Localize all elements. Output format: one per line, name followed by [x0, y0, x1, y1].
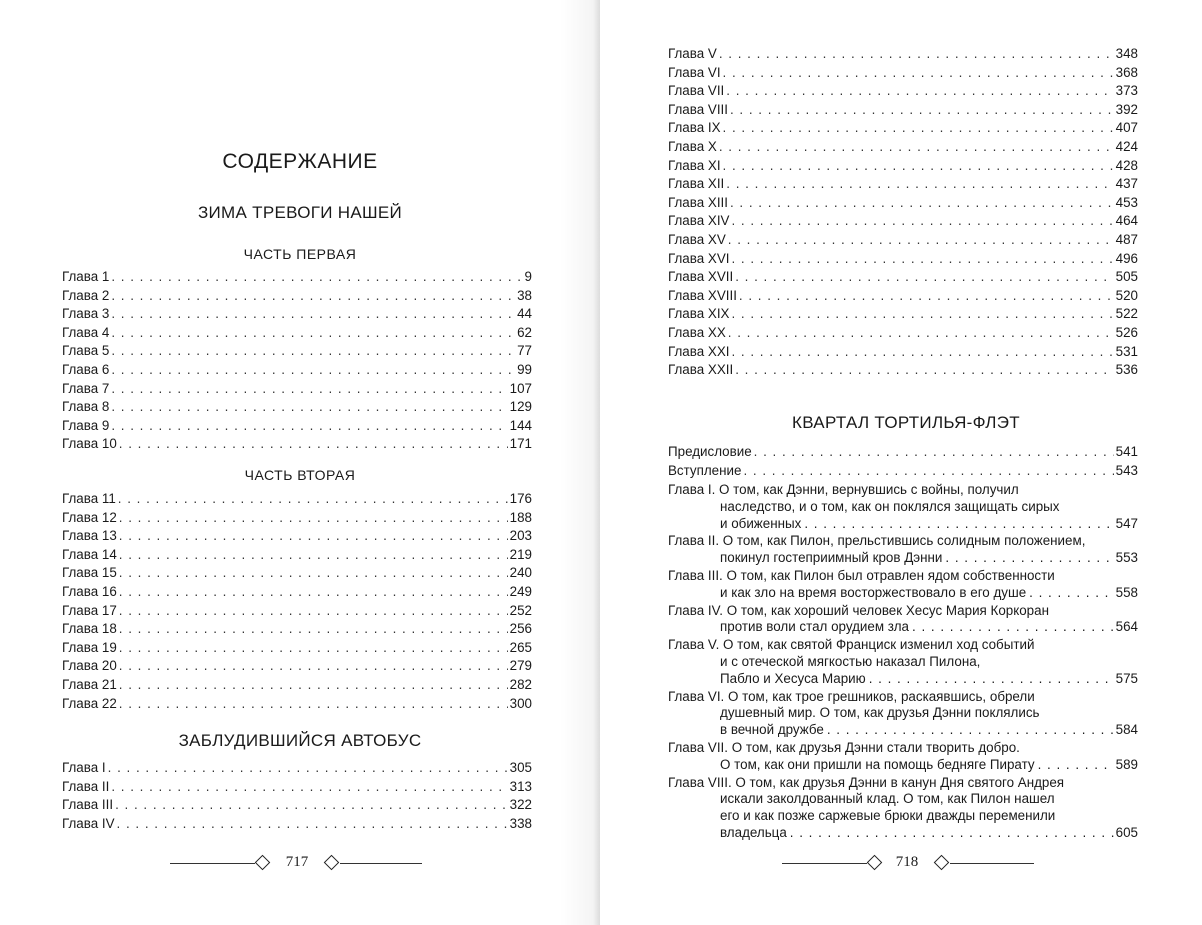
toc-entry-last-line — [668, 757, 1138, 774]
toc-entry-page: 392 — [1115, 101, 1138, 117]
toc-entry-label: Глава 4 — [62, 324, 110, 340]
toc-entry — [668, 305, 1138, 324]
dot-leader — [719, 138, 1114, 157]
folio-rule-left — [782, 863, 867, 864]
toc-entry-page: 368 — [1115, 64, 1138, 80]
toc-entry-label: Глава XI — [668, 157, 721, 173]
dot-leader — [111, 324, 515, 343]
avtobus-list-continued — [668, 45, 1138, 380]
toc-entry-label: Глава XX — [668, 324, 726, 340]
dot-leader — [108, 759, 508, 778]
dot-leader — [731, 343, 1113, 362]
tortilla-intro-list — [668, 443, 1138, 480]
page-number-ornament — [782, 850, 1042, 878]
toc-entry — [668, 775, 1138, 842]
toc-entry-page: 531 — [1115, 343, 1138, 359]
dot-leader — [119, 639, 508, 658]
dot-leader — [827, 722, 1114, 739]
toc-entry — [62, 287, 532, 306]
toc-entry-page: 219 — [509, 546, 532, 562]
dot-leader — [119, 509, 508, 528]
toc-entry-page: 129 — [509, 399, 532, 415]
toc-entry — [62, 602, 532, 621]
toc-entry-page: 564 — [1115, 619, 1138, 635]
toc-entry-page: 558 — [1115, 584, 1138, 600]
toc-entry-page: 543 — [1115, 462, 1138, 478]
toc-entry-last-line — [668, 671, 1138, 688]
toc-entry — [668, 343, 1138, 362]
dot-leader — [728, 324, 1114, 343]
toc-entry-label: Глава XXI — [668, 343, 730, 359]
part-one-list — [62, 268, 532, 454]
dot-leader — [945, 550, 1113, 567]
toc-entry-page: 526 — [1115, 324, 1138, 340]
toc-entry-page: 313 — [509, 778, 532, 794]
toc-entry-label: Предисловие — [668, 444, 752, 459]
toc-entry — [62, 759, 532, 778]
dot-leader — [119, 657, 508, 676]
toc-entry-page: 99 — [517, 361, 532, 377]
toc-entry-first-line: Глава I. О том, как Дэнни, вернувшись с войны, получил — [668, 482, 1019, 497]
toc-entry-page: 373 — [1115, 83, 1138, 99]
toc-entry-first-line: Глава VIII. О том, как друзья Дэнни в канун Дня святого Андрея — [668, 774, 1065, 790]
part-two-title: ЧАСТЬ ВТОРАЯ — [244, 467, 356, 483]
dot-leader — [115, 796, 508, 815]
toc-entry-page: 464 — [1115, 213, 1138, 229]
toc-entry — [668, 443, 1138, 462]
dot-leader — [728, 231, 1114, 250]
dot-leader — [731, 250, 1113, 269]
toc-entry-label: Глава XVI — [668, 250, 730, 266]
dot-leader — [730, 194, 1114, 213]
toc-entry-label: Глава XVII — [668, 269, 734, 285]
toc-entry-label: Глава 2 — [62, 287, 110, 303]
toc-entry — [668, 101, 1138, 120]
toc-entry — [62, 583, 532, 602]
dot-leader — [119, 546, 508, 565]
dot-leader — [111, 305, 515, 324]
toc-entry — [668, 482, 1138, 532]
toc-entry — [62, 620, 532, 639]
toc-entry-page: 252 — [509, 602, 532, 618]
toc-entry-label: Глава XII — [668, 176, 725, 192]
toc-entry — [62, 417, 532, 436]
dot-leader — [111, 417, 507, 436]
toc-entry-label: Пабло и Хесуса Марию — [720, 670, 866, 686]
toc-entry-page: 256 — [509, 621, 532, 637]
toc-entry — [62, 546, 532, 565]
toc-entry — [668, 250, 1138, 269]
toc-entry — [668, 603, 1138, 637]
toc-entry-page: 487 — [1115, 231, 1138, 247]
toc-entry-page: 584 — [1115, 722, 1138, 738]
dot-leader — [735, 268, 1113, 287]
dot-leader — [1038, 757, 1114, 774]
toc-entry — [668, 212, 1138, 231]
toc-entry-label: Глава VII — [668, 83, 725, 99]
dot-leader — [912, 619, 1114, 636]
toc-entry — [62, 564, 532, 583]
diamond-icon — [255, 855, 271, 871]
part-one-title: ЧАСТЬ ПЕРВАЯ — [243, 246, 357, 262]
toc-entry — [668, 82, 1138, 101]
toc-entry-page: 338 — [509, 815, 532, 831]
toc-entry-label: Глава 8 — [62, 399, 110, 415]
dot-leader — [723, 157, 1114, 176]
toc-entry — [62, 324, 532, 343]
dot-leader — [719, 45, 1114, 64]
toc-entry — [668, 361, 1138, 380]
toc-entry — [668, 45, 1138, 64]
toc-entry-page: 300 — [509, 695, 532, 711]
toc-entry-label: Глава 22 — [62, 695, 117, 711]
toc-entry-label: Глава 14 — [62, 546, 117, 562]
toc-entry — [668, 64, 1138, 83]
right-page — [600, 0, 1202, 925]
dot-leader — [731, 305, 1113, 324]
toc-entry-last-line — [668, 825, 1138, 842]
toc-entry — [668, 324, 1138, 343]
toc-entry-label: покинул гостеприимный кров Дэнни — [720, 550, 943, 566]
toc-entry-label: Глава 21 — [62, 676, 117, 692]
toc-entry-continuation-line: искали заколдованный клад. О том, как Пилон нашел — [720, 791, 1055, 807]
toc-entry-label: Глава 12 — [62, 509, 117, 525]
toc-entry — [62, 695, 532, 714]
dot-leader — [754, 443, 1114, 462]
toc-entry — [62, 342, 532, 361]
toc-entry-label: Глава VIII — [668, 101, 728, 117]
toc-entry — [62, 490, 532, 509]
dot-leader — [869, 671, 1114, 688]
toc-entry-label: Глава 3 — [62, 306, 110, 322]
toc-title: СОДЕРЖАНИЕ — [222, 150, 378, 173]
toc-entry-page: 77 — [517, 343, 532, 359]
toc-entry-page: 505 — [1115, 269, 1138, 285]
page-number: 718 — [895, 854, 919, 870]
toc-entry-page: 240 — [509, 565, 532, 581]
toc-entry — [62, 509, 532, 528]
toc-entry-continuation-line: наследство, и о том, как он поклялся защищать сирых — [720, 498, 1060, 514]
toc-entry-page: 144 — [509, 417, 532, 433]
toc-entry — [668, 175, 1138, 194]
toc-entry — [668, 138, 1138, 157]
toc-entry-label: Глава I — [62, 760, 106, 775]
toc-entry-page: 428 — [1115, 157, 1138, 173]
toc-entry-label: Глава 1 — [62, 269, 110, 284]
dot-leader — [119, 602, 508, 621]
page-number: 717 — [285, 854, 309, 870]
toc-entry-label: Глава V — [668, 46, 717, 61]
book-title-avtobus: ЗАБЛУДИВШИЙСЯ АВТОБУС — [178, 731, 422, 750]
toc-entry-first-line: Глава IV. О том, как хороший человек Хесус Мария Коркоран — [668, 602, 1049, 618]
toc-entry-last-line — [668, 585, 1138, 602]
toc-entry — [668, 462, 1138, 481]
toc-entry — [668, 533, 1138, 567]
toc-entry-last-line — [668, 619, 1138, 636]
dot-leader — [111, 361, 515, 380]
dot-leader — [723, 64, 1114, 83]
toc-entry — [668, 637, 1138, 687]
toc-entry-label: Глава II — [62, 778, 110, 794]
toc-entry-page: 9 — [524, 269, 532, 284]
folio-rule-right — [340, 863, 422, 864]
toc-entry-label: Глава XVIII — [668, 287, 737, 303]
dot-leader — [723, 119, 1114, 138]
toc-entry-label: Глава 16 — [62, 583, 117, 599]
dot-leader — [739, 287, 1114, 306]
toc-entry-first-line: Глава VI. О том, как трое грешников, раскаявшись, обрели — [668, 688, 1035, 704]
toc-entry-page: 282 — [509, 676, 532, 692]
toc-entry-page: 520 — [1115, 287, 1138, 303]
toc-entry-page: 249 — [509, 583, 532, 599]
dot-leader — [735, 361, 1113, 380]
dot-leader — [117, 815, 508, 834]
toc-entry — [668, 231, 1138, 250]
dot-leader — [119, 564, 508, 583]
toc-entry-last-line — [668, 722, 1138, 739]
toc-entry-page: 453 — [1115, 194, 1138, 210]
toc-entry-label: Глава 7 — [62, 380, 110, 396]
toc-entry — [62, 361, 532, 380]
toc-entry-page: 265 — [509, 639, 532, 655]
toc-entry-page: 322 — [509, 797, 532, 813]
dot-leader — [119, 435, 508, 454]
tortilla-chapters-list — [668, 482, 1138, 843]
toc-entry-label: Глава 18 — [62, 621, 117, 637]
toc-entry-label: Глава 10 — [62, 436, 117, 452]
toc-entry-first-line: Глава VII. О том, как друзья Дэнни стали творить добро. — [668, 739, 1020, 755]
toc-entry-page: 437 — [1115, 176, 1138, 192]
dot-leader — [731, 212, 1113, 231]
toc-entry-page: 605 — [1115, 824, 1138, 840]
toc-entry-page: 203 — [509, 528, 532, 544]
toc-entry-page: 553 — [1115, 550, 1138, 566]
toc-entry — [62, 778, 532, 797]
toc-entry-label: Глава XV — [668, 231, 726, 247]
toc-entry — [668, 119, 1138, 138]
toc-entry-label: Глава IX — [668, 120, 721, 136]
toc-entry-last-line — [668, 550, 1138, 567]
toc-entry-label: Глава 11 — [62, 491, 116, 506]
toc-entry — [62, 657, 532, 676]
dot-leader — [119, 620, 508, 639]
dot-leader — [119, 583, 508, 602]
toc-entry — [62, 268, 532, 287]
toc-entry-label: владельца — [720, 824, 787, 840]
toc-entry — [62, 639, 532, 658]
toc-entry-continuation-line: его и как позже саржевые брюки дважды переменили — [720, 808, 1056, 824]
dot-leader — [790, 825, 1114, 842]
dot-leader — [804, 516, 1113, 533]
toc-entry-page: 536 — [1115, 362, 1138, 378]
toc-entry — [62, 380, 532, 399]
avtobus-list — [62, 759, 532, 833]
toc-entry-first-line: Глава V. О том, как святой Франциск изменил ход событий — [668, 637, 1035, 653]
toc-entry-label: против воли стал орудием зла — [720, 619, 909, 635]
toc-entry-page: 541 — [1115, 444, 1138, 459]
toc-entry-page: 171 — [509, 436, 532, 452]
toc-entry-page: 38 — [517, 287, 532, 303]
toc-entry-label: О том, как они пришли на помощь бедняге Пирату — [720, 756, 1035, 772]
toc-entry-label: Глава 20 — [62, 658, 117, 674]
dot-leader — [111, 287, 515, 306]
toc-entry-page: 496 — [1115, 250, 1138, 266]
dot-leader — [111, 342, 515, 361]
dot-leader — [119, 695, 508, 714]
toc-entry-label: Глава XIX — [668, 306, 730, 322]
toc-entry-last-line — [668, 516, 1138, 533]
toc-entry-label: Вступление — [668, 462, 742, 478]
toc-entry-label: Глава 6 — [62, 361, 110, 377]
toc-entry-label: Глава 17 — [62, 602, 117, 618]
left-page — [0, 0, 598, 925]
toc-entry-label: Глава 9 — [62, 417, 110, 433]
toc-entry — [62, 398, 532, 417]
dot-leader — [743, 462, 1113, 481]
folio-rule-right — [950, 863, 1034, 864]
toc-entry-label: Глава 13 — [62, 528, 117, 544]
toc-entry-page: 407 — [1115, 120, 1138, 136]
part-two-list — [62, 490, 532, 713]
toc-entry — [668, 287, 1138, 306]
toc-entry — [62, 527, 532, 546]
dot-leader — [111, 268, 522, 287]
toc-entry — [668, 268, 1138, 287]
page-number-ornament — [170, 850, 430, 878]
diamond-icon — [867, 855, 883, 871]
toc-entry-first-line: Глава II. О том, как Пилон, прельстившись солидным положением, — [668, 533, 1086, 549]
toc-entry-page: 44 — [517, 306, 532, 322]
toc-entry-page: 575 — [1115, 670, 1138, 686]
toc-entry — [668, 740, 1138, 774]
toc-entry — [668, 194, 1138, 213]
book-title-zima: ЗИМА ТРЕВОГИ НАШЕЙ — [197, 203, 403, 222]
toc-entry-page: 424 — [1115, 138, 1138, 154]
diamond-icon — [934, 855, 950, 871]
dot-leader — [111, 380, 507, 399]
dot-leader — [111, 778, 507, 797]
toc-entry — [668, 689, 1138, 739]
dot-leader — [119, 527, 508, 546]
dot-leader — [726, 82, 1113, 101]
toc-entry-continuation-line: душевный мир. О том, как друзья Дэнни поклялись — [720, 705, 1040, 721]
toc-entry-label: Глава 19 — [62, 639, 117, 655]
toc-entry-label: Глава VI — [668, 64, 721, 80]
toc-entry-first-line: Глава III. О том, как Пилон был отравлен ядом собственности — [668, 567, 1055, 583]
toc-entry-page: 547 — [1115, 515, 1138, 531]
dot-leader — [119, 676, 508, 695]
toc-entry-page: 589 — [1115, 756, 1138, 772]
book-title-tortilla: КВАРТАЛ ТОРТИЛЬЯ-ФЛЭТ — [792, 413, 1020, 432]
toc-entry-label: Глава XIII — [668, 194, 728, 210]
toc-entry — [62, 815, 532, 834]
dot-leader — [726, 175, 1113, 194]
toc-entry — [668, 568, 1138, 602]
diamond-icon — [324, 855, 340, 871]
toc-entry — [62, 676, 532, 695]
toc-entry-label: Глава X — [668, 138, 717, 154]
dot-leader — [1029, 585, 1114, 602]
toc-entry-label: Глава XXII — [668, 362, 734, 378]
toc-entry — [62, 435, 532, 454]
toc-entry-page: 62 — [517, 324, 532, 340]
toc-entry-label: Глава 15 — [62, 565, 117, 581]
toc-entry-page: 188 — [509, 509, 532, 525]
toc-entry-label: и обиженных — [720, 515, 802, 531]
toc-entry-label: и как зло на время восторжествовало в его душе — [720, 584, 1027, 600]
toc-entry-page: 279 — [509, 658, 532, 674]
toc-entry-page: 107 — [509, 380, 532, 396]
dot-leader — [111, 398, 507, 417]
toc-entry — [668, 157, 1138, 176]
dot-leader — [730, 101, 1114, 120]
toc-entry-label: Глава IV — [62, 815, 115, 831]
toc-entry-label: Глава III — [62, 797, 114, 813]
toc-entry-page: 348 — [1115, 46, 1138, 61]
toc-entry-label: Глава XIV — [668, 213, 730, 229]
dot-leader — [118, 490, 508, 509]
toc-entry — [62, 305, 532, 324]
toc-entry-label: Глава 5 — [62, 343, 110, 359]
toc-entry-continuation-line: и с отеческой мягкостью наказал Пилона, — [720, 653, 981, 669]
toc-entry — [62, 796, 532, 815]
toc-entry-page: 176 — [509, 491, 532, 506]
toc-entry-label: в вечной дружбе — [720, 722, 824, 738]
folio-rule-left — [170, 863, 255, 864]
toc-entry-page: 305 — [509, 760, 532, 775]
toc-entry-page: 522 — [1115, 306, 1138, 322]
